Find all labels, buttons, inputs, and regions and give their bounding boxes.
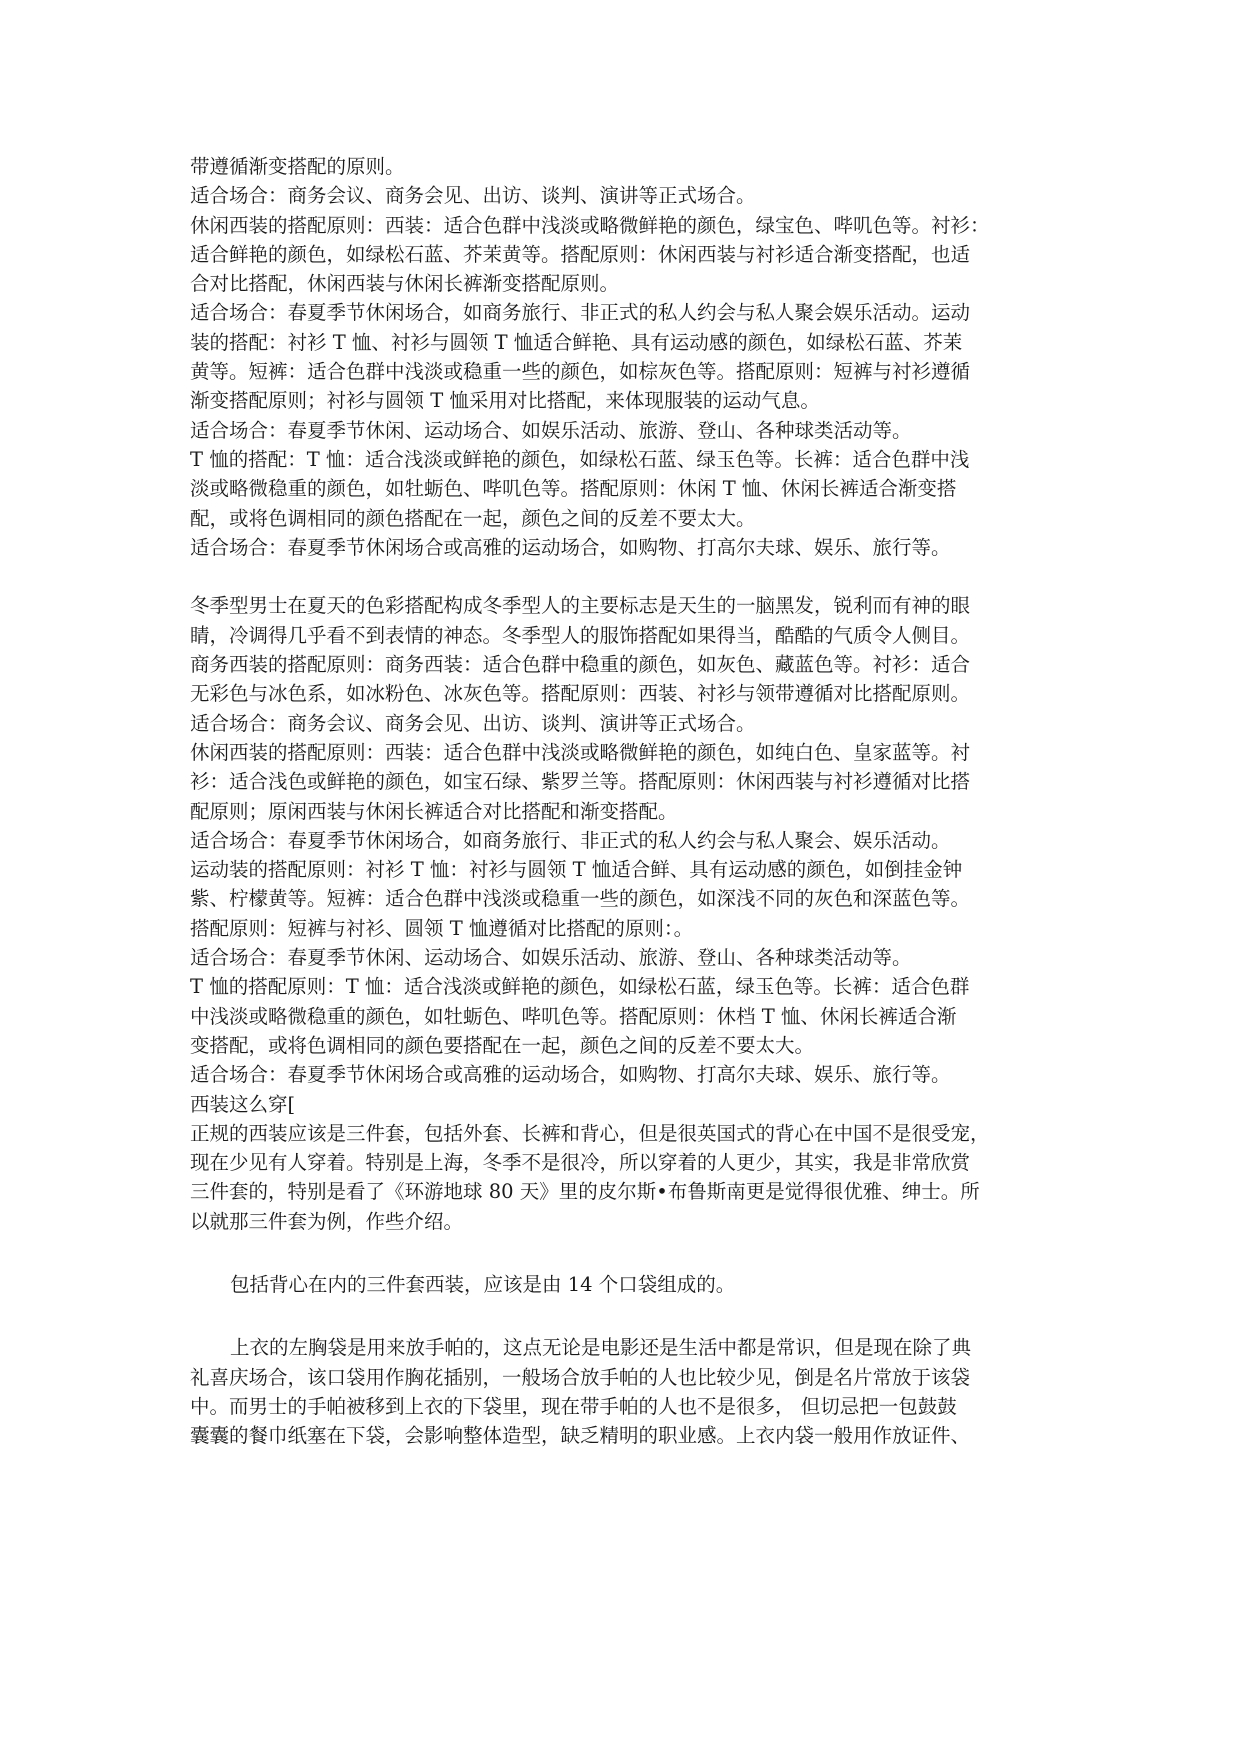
text-line: 商务西装的搭配原则：商务西装：适合色群中稳重的颜色，如灰色、藏蓝色等。衬衫：适合 xyxy=(190,653,971,677)
text-line: 三件套的，特别是看了《环游地球 80 天》里的皮尔斯•布鲁斯南更是觉得很优雅、绅士。所 xyxy=(190,1180,980,1204)
text-line: 搭配原则：短裤与衬衫、圆领 T 恤遵循对比搭配的原则：。 xyxy=(190,916,694,940)
text-line: 中。而男士的手帕被移到上衣的下袋里，现在带手帕的人也不是很多， 但切忌把一包鼓鼓 xyxy=(190,1394,957,1418)
document-page xyxy=(190,152,1070,1450)
text-line: 无彩色与冰色系，如冰粉色、冰灰色等。搭配原则：西装、衬衫与领带遵循对比搭配原则。 xyxy=(190,682,971,706)
text-line: 休闲西装的搭配原则：西装：适合色群中浅淡或略微鲜艳的颜色，绿宝色、哔叽色等。衬衫： xyxy=(190,213,990,237)
text-line: 正规的西装应该是三件套，包括外套、长裤和背心，但是很英国式的背心在中国不是很受宠， xyxy=(190,1121,990,1145)
text-line: 适合场合：春夏季节休闲场合，如商务旅行、非正式的私人约会与私人聚会、娱乐活动。 xyxy=(190,828,951,852)
text-line: 上衣的左胸袋是用来放手帕的，这点无论是电影还是生活中都是常识，但是现在除了典 xyxy=(230,1336,972,1360)
paragraph-gap xyxy=(190,562,1070,591)
text-line: 黄等。短裤：适合色群中浅淡或稳重一些的颜色，如棕灰色等。搭配原则：短裤与衬衫遵循 xyxy=(190,360,971,384)
text-line: 运动装的搭配原则：衬衫 T 恤：衬衫与圆领 T 恤适合鲜、具有运动感的颜色，如倒挂金钟 xyxy=(190,858,963,882)
text-line: 衫：适合浅色或鲜艳的颜色，如宝石绿、紫罗兰等。搭配原则：休闲西装与衬衫遵循对比搭 xyxy=(190,770,971,794)
text-line: 适合场合：春夏季节休闲、运动场合、如娱乐活动、旅游、登山、各种球类活动等。 xyxy=(190,946,912,970)
text-line: 变搭配，或将色调相同的颜色要搭配在一起，颜色之间的反差不要太大。 xyxy=(190,1033,815,1057)
text-line: 以就那三件套为例，作些介绍。 xyxy=(190,1209,464,1233)
text-line: 囊囊的餐巾纸塞在下袋，会影响整体造型，缺乏精明的职业感。上衣内袋一般用作放证件、 xyxy=(190,1424,971,1448)
text-line: T 恤的搭配原则：T 恤：适合浅淡或鲜艳的颜色，如绿松石蓝，绿玉色等。长裤：适合色群 xyxy=(190,975,970,999)
text-line: 带遵循渐变搭配的原则。 xyxy=(190,155,405,178)
text-line: 包括背心在内的三件套西装，应该是由 14 个口袋组成的。 xyxy=(230,1272,736,1296)
paragraph-gap xyxy=(190,1236,1070,1270)
text-line: 礼喜庆场合，该口袋用作胸花插别，一般场合放手帕的人也比较少见，倒是名片常放于该袋 xyxy=(190,1365,971,1389)
text-line: T 恤的搭配：T 恤：适合浅淡或鲜艳的颜色，如绿松石蓝、绿玉色等。长裤：适合色群中浅 xyxy=(190,447,970,471)
text-line: 冬季型男士在夏天的色彩搭配构成冬季型人的主要标志是天生的一脑黑发，锐利而有神的眼 xyxy=(190,594,971,618)
section-pockets-intro xyxy=(190,1270,1070,1299)
text-line: 适合场合：春夏季节休闲场合，如商务旅行、非正式的私人约会与私人聚会娱乐活动。运动 xyxy=(190,301,971,325)
text-line: 适合场合：商务会议、商务会见、出访、谈判、演讲等正式场合。 xyxy=(190,184,756,208)
text-line: 休闲西装的搭配原则：西装：适合色群中浅淡或略微鲜艳的颜色，如纯白色、皇家蓝等。衬 xyxy=(190,740,971,764)
text-line: 配，或将色调相同的颜色搭配在一起，颜色之间的反差不要太大。 xyxy=(190,506,756,530)
text-line: 适合鲜艳的颜色，如绿松石蓝、芥茉黄等。搭配原则：休闲西装与衬衫适合渐变搭配，也适 xyxy=(190,242,971,266)
text-line: 适合场合：商务会议、商务会见、出访、谈判、演讲等正式场合。 xyxy=(190,711,756,735)
text-line: 渐变搭配原则；衬衫与圆领 T 恤采用对比搭配，来体现服装的运动气息。 xyxy=(190,389,820,413)
text-line: 中浅淡或略微稳重的颜色，如牡蛎色、哔叽色等。搭配原则：休档 T 恤、休闲长裤适合渐 xyxy=(190,1004,957,1028)
text-line: 适合场合：春夏季节休闲、运动场合、如娱乐活动、旅游、登山、各种球类活动等。 xyxy=(190,418,912,442)
text-line: 淡或略微稳重的颜色，如牡蛎色、哔叽色等。搭配原则：休闲 T 恤、休闲长裤适合渐变搭 xyxy=(190,477,957,501)
text-line: 适合场合：春夏季节休闲场合或高雅的运动场合，如购物、打高尔夫球、娱乐、旅行等。 xyxy=(190,1063,951,1087)
section-heading: 西装这么穿[ xyxy=(190,1092,296,1116)
section-winter-men xyxy=(190,591,1070,1236)
text-line: 现在少见有人穿着。特别是上海，冬季不是很冷，所以穿着的人更少，其实，我是非常欣赏 xyxy=(190,1151,971,1175)
text-line: 装的搭配：衬衫 T 恤、衬衫与圆领 T 恤适合鲜艳、具有运动感的颜色，如绿松石蓝、芥茉 xyxy=(190,330,963,354)
text-line: 配原则；原闲西装与休闲长裤适合对比搭配和渐变搭配。 xyxy=(190,799,678,823)
text-line: 紫、柠檬黄等。短裤：适合色群中浅淡或稳重一些的颜色，如深浅不同的灰色和深蓝色等。 xyxy=(190,887,971,911)
text-line: 睛，冷调得几乎看不到表情的神态。冬季型人的服饰搭配如果得当，酷酷的气质令人侧目。 xyxy=(190,623,971,647)
section-spring-men xyxy=(190,152,1070,562)
text-line: 合对比搭配，休闲西装与休闲长裤渐变搭配原则。 xyxy=(190,272,620,296)
section-breast-pocket xyxy=(190,1333,1070,1450)
paragraph-gap xyxy=(190,1299,1070,1333)
text-line: 适合场合：春夏季节休闲场合或高雅的运动场合，如购物、打高尔夫球、娱乐、旅行等。 xyxy=(190,535,951,559)
